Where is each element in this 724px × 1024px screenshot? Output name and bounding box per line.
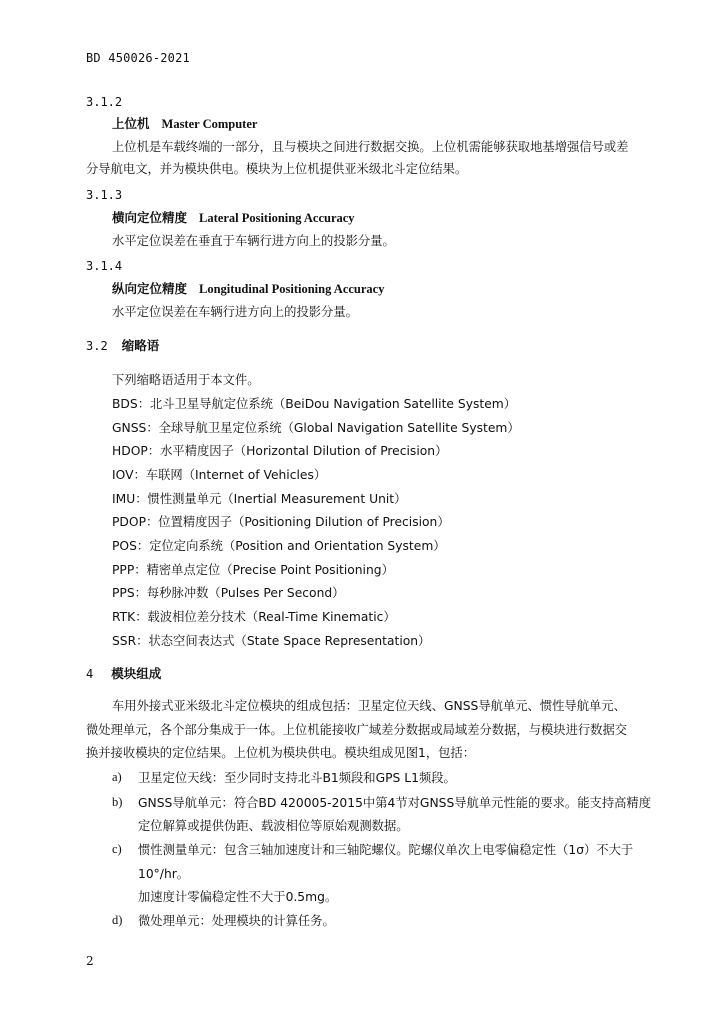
list-item-text: 微处理单元：处理模块的计算任务。 [138,914,335,928]
doc-code-header: BD 450026-2021 [86,51,190,65]
list-item-text: 卫星定位天线：至少同时支持北斗B1频段和GPS L1频段。 [138,771,456,785]
section-heading-4 [86,666,646,682]
term-en: Lateral Positioning Accuracy [199,211,355,225]
term-longitudinal-accuracy [112,281,672,297]
abbreviation-item: RTK：载波相位差分技术（Real-Time Kinematic） [112,610,396,624]
definition-line: 水平定位误差在垂直于车辆行进方向上的投影分量。 [112,234,395,248]
section-number: 4 [86,667,94,681]
term-zh: 上位机 [112,116,150,131]
section-title: 缩略语 [121,338,160,353]
list-marker: c) [112,842,122,856]
abbreviation-intro: 下列缩略语适用于本文件。 [112,373,260,387]
term-master-computer [112,116,672,132]
abbreviation-item: IOV：车联网（Internet of Vehicles） [112,468,327,482]
term-zh: 横向定位精度 [112,210,188,225]
list-marker: b) [112,795,123,809]
paragraph-line: 微处理单元，各个部分集成于一体。上位机能接收广域差分数据或局域差分数据，与模块进行数据交 [86,723,628,737]
clause-number-3-1-3: 3.1.3 [86,188,123,202]
paragraph-line: 车用外接式亚米级北斗定位模块的组成包括：卫星定位天线、GNSS导航单元、惯性导航单元、 [112,699,626,713]
section-heading-3-2 [86,338,646,354]
abbreviation-item: POS：定位定向系统（Position and Orientation System） [112,539,446,553]
term-zh: 纵向定位精度 [112,281,188,296]
abbreviation-item: IMU：惯性测量单元（Inertial Measurement Unit） [112,492,407,506]
term-en: Master Computer [161,117,258,131]
abbreviation-item: PPP：精密单点定位（Precise Point Positioning） [112,563,394,577]
list-item-text: 10°/hr。 [138,867,190,881]
section-title: 模块组成 [111,666,162,681]
definition-line: 上位机是车载终端的一部分，且与模块之间进行数据交换。上位机需能够获取地基增强信号或差 [112,140,629,154]
page-number: 2 [86,954,94,968]
abbreviation-item: BDS：北斗卫星导航定位系统（BeiDou Navigation Satellite System） [112,397,517,411]
definition-line: 分导航电文，并为模块供电。模块为上位机提供亚米级北斗定位结果。 [86,162,468,176]
term-en: Longitudinal Positioning Accuracy [199,282,385,296]
section-number: 3.2 [86,339,108,353]
list-marker: a) [112,770,122,784]
definition-line: 水平定位误差在车辆行进方向上的投影分量。 [112,305,358,319]
clause-number-3-1-4: 3.1.4 [86,259,123,273]
list-item-text: GNSS导航单元：符合BD 420005-2015中第4节对GNSS导航单元性能的要求。能支持高精度 [138,796,652,810]
list-item-text: 定位解算或提供伪距、载波相位等原始观测数据。 [138,819,409,833]
term-lateral-accuracy [112,210,672,226]
abbreviation-item: SSR：状态空间表达式（State Space Representation） [112,634,431,648]
clause-number-3-1-2: 3.1.2 [86,95,123,109]
abbreviation-item: PPS：每秒脉冲数（Pulses Per Second） [112,586,345,600]
abbreviation-item: PDOP：位置精度因子（Positioning Dilution of Precision） [112,515,450,529]
list-marker: d) [112,913,123,927]
list-item-text: 惯性测量单元：包含三轴加速度计和三轴陀螺仪。陀螺仪单次上电零偏稳定性（1σ）不大于 [138,843,634,857]
abbreviation-item: GNSS：全球导航卫星定位系统（Global Navigation Satellite System） [112,421,520,435]
paragraph-line: 换并接收模块的定位结果。上位机为模块供电。模块组成见图1，包括： [86,746,476,760]
list-item-text: 加速度计零偏稳定性不大于0.5mg。 [138,890,338,904]
abbreviation-item: HDOP：水平精度因子（Horizontal Dilution of Precision） [112,444,448,458]
